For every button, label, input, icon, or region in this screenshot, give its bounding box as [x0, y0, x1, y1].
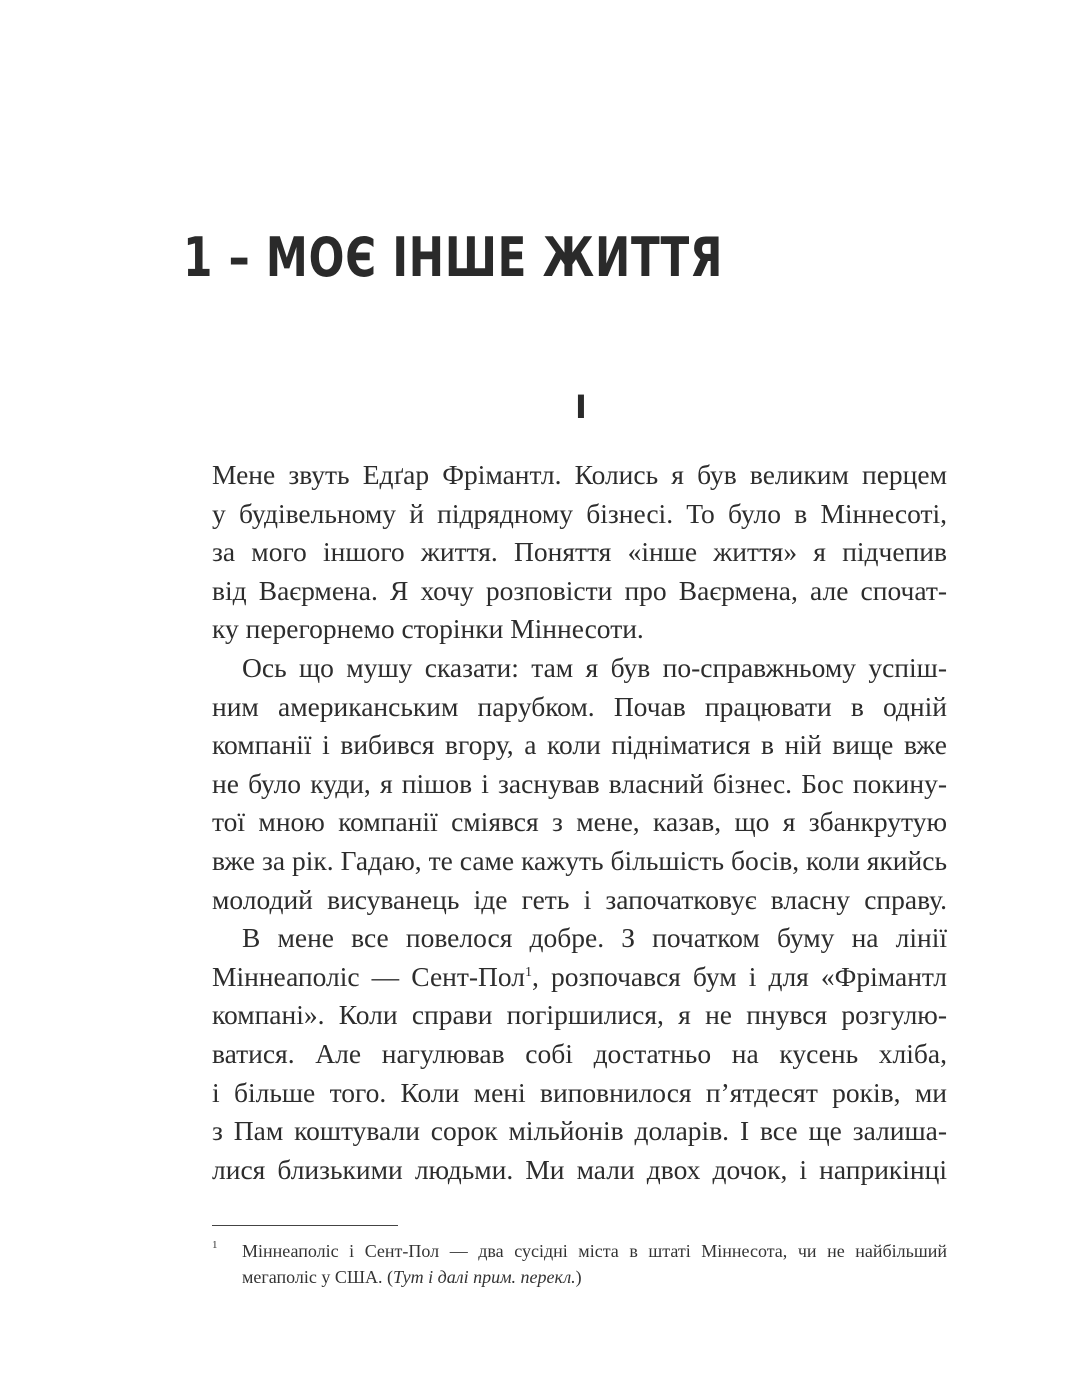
text-line: з Пам коштували сорок мільйонів доларів. І все ще залиша- — [212, 1115, 947, 1147]
text-line: молодий висуванець іде геть і започатковує власну справу. — [212, 883, 947, 915]
text-line: ку перегорнемо сторінки Міннесоти. — [212, 613, 644, 645]
body-text — [212, 456, 947, 1189]
text-line: за мого іншого життя. Поняття «інше життя» я підчепив — [212, 536, 947, 568]
footnote-line: Міннеаполіс і Сент-Пол — два сусідні міста в штаті Міннесота, чи не найбільший — [242, 1241, 947, 1261]
footnote-text: ) — [575, 1267, 582, 1287]
chapter-title: 1 – МОЄ ІНШЕ ЖИТТЯ — [183, 226, 724, 289]
footnote-body — [242, 1238, 947, 1290]
text-segment: , розпочався бум і для «Фрімантл — [532, 960, 947, 992]
text-line: вже за рік. Гадаю, те саме кажуть більшість босів, коли якийсь — [212, 844, 947, 876]
footnote-line — [242, 1264, 947, 1290]
text-line: у будівельному й підрядному бізнесі. То було в Міннесоті, — [212, 497, 947, 529]
footnote — [212, 1238, 947, 1290]
footnote-text: мегаполіс у США. ( — [242, 1267, 394, 1287]
text-line: Ось що мушу сказати: там я був по-справжньому успіш- — [242, 651, 947, 683]
footnote-reference[interactable]: 1 — [525, 964, 533, 980]
text-line: компанії і вибився вгору, а коли підніматися в ній вище вже — [212, 729, 947, 761]
text-line: лися близькими людьми. Ми мали двох дочок, і наприкінці — [212, 1153, 947, 1185]
text-line: ватися. Але нагулював собі достатньо на кусень хліба, — [212, 1037, 947, 1069]
text-line: тої мною компанії сміявся з мене, казав, що я збанкрутую — [212, 806, 947, 838]
text-line: В мене все повелося добре. З початком буму на лінії — [242, 922, 947, 954]
text-line: не було куди, я пішов і заснував власний бізнес. Бос покину- — [212, 767, 947, 799]
text-line-with-footnote — [212, 958, 947, 997]
footnote-italic-text: Тут і далі прим. перекл. — [393, 1267, 576, 1287]
text-line: компані». Коли справи погіршилися, я не пнувся розгулю- — [212, 999, 947, 1031]
section-number: I — [575, 388, 587, 426]
footnote-marker: 1 — [212, 1239, 218, 1251]
text-line: Мене звуть Едґар Фрімантл. Колись я був великим перцем — [212, 459, 947, 490]
text-segment: Міннеаполіс — Сент-Пол — [212, 960, 526, 992]
footnote-divider — [212, 1225, 398, 1226]
text-line: від Ваєрмена. Я хочу розповісти про Ваєрмена, але спочат- — [212, 574, 947, 606]
text-line: ним американським парубком. Почав працювати в одній — [212, 690, 947, 722]
text-line: і більше того. Коли мені виповнилося п’ятдесят років, ми — [212, 1076, 947, 1108]
